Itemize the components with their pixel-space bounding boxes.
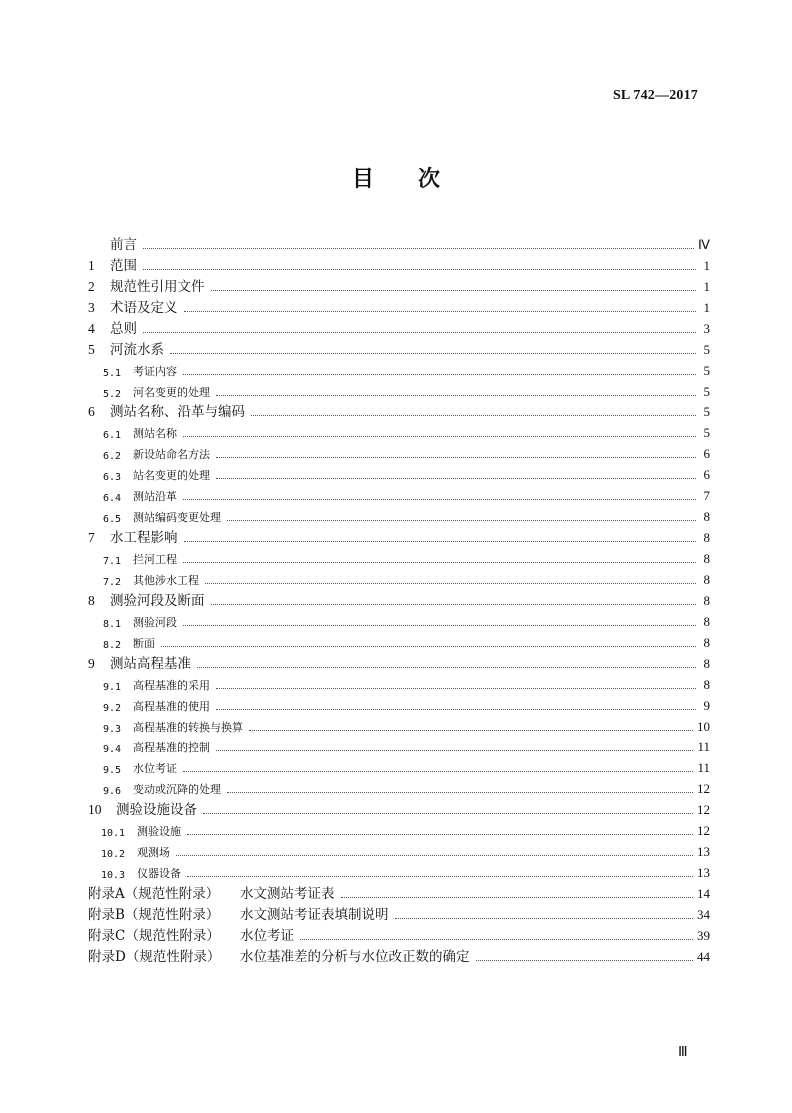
appendix-title: 水位基准差的分析与水位改正数的确定 [240, 948, 470, 965]
toc-entry-number: 6.1 [103, 430, 122, 442]
toc-entry-number: 6.5 [103, 514, 122, 526]
toc-entry[interactable] [88, 295, 710, 316]
toc-dot-leader [183, 765, 693, 772]
toc-dot-leader [187, 870, 693, 877]
toc-entry-page: 10 [697, 718, 710, 734]
toc-entry-title: 高程基准的转换与换算 [133, 720, 243, 734]
toc-appendix-entry[interactable] [88, 944, 710, 965]
toc-subentry[interactable] [88, 672, 710, 693]
toc-entry-title: 测验河段 [133, 615, 177, 629]
toc-entry-title: 高程基准的控制 [133, 741, 210, 755]
toc-entry-title: 考证内容 [133, 364, 177, 378]
toc-entry-title: 测站沿革 [133, 490, 177, 504]
toc-entry-page: 5 [703, 341, 710, 357]
appendix-label: 附录A（规范性附录） [88, 886, 220, 902]
toc-dot-leader [187, 828, 693, 835]
appendix-label: 附录B（规范性附录） [88, 906, 220, 923]
toc-entry-page: 1 [703, 257, 710, 273]
toc-dot-leader [395, 912, 694, 919]
page-number: Ⅲ [678, 1045, 688, 1060]
toc-entry-title: 河流水系 [110, 341, 164, 358]
toc-entry-page: 1 [703, 299, 710, 315]
toc-entry[interactable] [88, 588, 710, 609]
toc-subentry[interactable] [88, 630, 710, 651]
appendix-title: 水位考证 [240, 927, 294, 944]
toc-subentry[interactable] [88, 693, 710, 714]
toc-entry-number: 9 [88, 655, 95, 671]
page-title-left: 目 [351, 167, 374, 192]
toc-entry[interactable] [88, 400, 710, 421]
toc-subentry[interactable] [88, 546, 710, 567]
toc-entry-page: 8 [703, 613, 710, 629]
toc-dot-leader [211, 598, 697, 605]
toc-appendix-entry[interactable] [88, 881, 710, 902]
toc-entry-number: 8.1 [103, 618, 122, 630]
toc-entry-number: 1 [88, 257, 95, 273]
toc-subentry[interactable] [88, 755, 710, 776]
toc-dot-leader [476, 954, 694, 961]
toc-entry-title: 测验设施设备 [116, 802, 197, 819]
toc-entry-title: 测站高程基准 [110, 655, 191, 672]
toc-entry-title: 术语及定义 [110, 299, 178, 316]
toc-dot-leader [203, 807, 693, 814]
toc-entry-page: 8 [703, 634, 710, 650]
toc-entry-number: 7.1 [103, 556, 122, 567]
toc-dot-leader [170, 347, 696, 354]
toc-entry-title: 站名变更的处理 [133, 469, 210, 483]
toc-appendix-entry[interactable] [88, 923, 710, 944]
toc-dot-leader [216, 703, 696, 710]
toc-entry-number: 5.2 [103, 388, 122, 400]
toc-entry-number: 9.3 [103, 723, 122, 735]
toc-entry-number: 9.6 [103, 786, 122, 798]
toc-entry-title: 测验河段及断面 [110, 592, 205, 609]
toc-dot-leader [205, 577, 696, 584]
toc-entry-page: 12 [697, 802, 710, 818]
toc-dot-leader [216, 389, 696, 396]
toc-entry-page: 5 [703, 425, 710, 441]
appendix-page: 34 [697, 906, 710, 922]
toc-dot-leader [227, 514, 696, 521]
toc-entry-page: 13 [697, 865, 710, 881]
toc-subentry[interactable] [88, 462, 710, 483]
toc-entry-number: 10.3 [101, 870, 126, 882]
appendix-label: 附录C（规范性附录） [88, 927, 220, 944]
toc-entry-title: 断面 [133, 636, 155, 650]
toc-dot-leader [216, 451, 696, 458]
toc-dot-leader [300, 933, 693, 940]
toc-subentry[interactable] [88, 483, 710, 504]
toc-entry[interactable] [88, 232, 710, 253]
toc-entry-number: 8.2 [103, 639, 122, 651]
toc-dot-leader [183, 619, 696, 626]
table-of-contents [88, 232, 710, 965]
toc-entry-number: 6.4 [103, 493, 122, 505]
toc-entry-title: 拦河工程 [133, 553, 177, 566]
toc-entry-page: 11 [697, 739, 710, 755]
toc-entry-title: 观测场 [137, 846, 170, 860]
page-title [0, 162, 792, 193]
appendix-page: 44 [697, 948, 710, 964]
toc-dot-leader [176, 849, 693, 856]
toc-entry-page: 8 [703, 530, 710, 546]
standard-code: SL 742—2017 [612, 88, 698, 103]
toc-entry[interactable] [88, 797, 710, 818]
toc-dot-leader [183, 368, 696, 375]
toc-entry-page: 8 [703, 592, 710, 608]
toc-dot-leader [249, 724, 693, 731]
toc-entry[interactable] [88, 316, 710, 337]
toc-entry-number: 9.2 [103, 702, 122, 714]
toc-entry[interactable] [88, 651, 710, 672]
toc-entry-number: 3 [88, 299, 95, 315]
toc-entry-number: 9.4 [103, 744, 122, 756]
toc-dot-leader [216, 472, 696, 479]
toc-entry-title: 范围 [110, 257, 137, 274]
toc-entry-title: 测站编码变更处理 [133, 511, 221, 525]
toc-entry-number: 6 [88, 404, 95, 420]
toc-dot-leader [197, 661, 696, 668]
toc-dot-leader [183, 493, 696, 500]
toc-entry-page: 1 [703, 278, 710, 294]
toc-dot-leader [143, 263, 696, 270]
toc-entry-title: 水工程影响 [110, 530, 178, 547]
toc-entry-number: 5 [88, 341, 95, 357]
toc-entry-page: 8 [703, 655, 710, 671]
toc-dot-leader [143, 242, 694, 249]
toc-entry-title: 河名变更的处理 [133, 385, 210, 399]
toc-entry-title: 高程基准的使用 [133, 699, 210, 713]
toc-dot-leader [184, 305, 697, 312]
toc-entry-title: 高程基准的采用 [133, 678, 210, 692]
toc-entry-page: 6 [703, 467, 710, 483]
toc-entry-page: 5 [703, 383, 710, 399]
toc-dot-leader [143, 326, 696, 333]
toc-entry-page: 6 [703, 446, 710, 462]
toc-dot-leader [183, 556, 696, 563]
appendix-label: 附录D（规范性附录） [88, 948, 221, 965]
toc-entry-page: 12 [697, 823, 710, 839]
toc-entry-number: 5.1 [103, 367, 122, 379]
toc-entry-title: 仪器设备 [137, 867, 181, 881]
toc-entry-title: 变动或沉降的处理 [133, 783, 221, 797]
toc-entry-number: 7 [88, 530, 95, 546]
toc-entry-page: 5 [703, 362, 710, 378]
toc-subentry[interactable] [88, 567, 710, 588]
toc-entry[interactable] [88, 253, 710, 274]
toc-entry-page: 13 [697, 844, 710, 860]
toc-entry-number: 10.1 [101, 828, 126, 840]
toc-dot-leader [211, 284, 697, 291]
toc-dot-leader [184, 535, 697, 542]
toc-dot-leader [183, 430, 696, 437]
toc-subentry[interactable] [88, 420, 710, 441]
toc-appendix-entry[interactable] [88, 902, 710, 923]
toc-entry-page: 9 [703, 697, 710, 713]
toc-entry-number: 6.3 [103, 472, 122, 484]
toc-entry-title: 测验设施 [137, 825, 181, 839]
toc-subentry[interactable] [88, 860, 710, 881]
toc-subentry[interactable] [88, 776, 710, 797]
toc-dot-leader [216, 682, 696, 689]
toc-entry-number: 9.1 [103, 681, 122, 693]
toc-dot-leader [161, 640, 696, 647]
toc-entry-title: 测站名称 [133, 427, 177, 441]
toc-entry-page: 8 [703, 551, 710, 566]
toc-entry-page: 8 [703, 676, 710, 692]
toc-entry-page: 11 [697, 760, 710, 776]
toc-dot-leader [341, 891, 694, 898]
appendix-title: 水文测站考证表填制说明 [240, 906, 389, 923]
toc-dot-leader [216, 744, 693, 751]
toc-entry-number: 4 [88, 320, 95, 336]
appendix-title: 水文测站考证表 [240, 886, 335, 902]
toc-entry-title: 前言 [110, 236, 137, 253]
toc-entry-page: 12 [697, 781, 710, 797]
toc-subentry[interactable] [88, 358, 710, 379]
toc-entry-number: 10 [88, 802, 102, 818]
page-title-right: 次 [418, 167, 441, 192]
toc-entry-title: 新设站命名方法 [133, 448, 210, 462]
toc-entry-number: 7.2 [103, 576, 122, 588]
toc-subentry[interactable] [88, 818, 710, 839]
toc-dot-leader [227, 786, 693, 793]
toc-entry-title: 规范性引用文件 [110, 278, 205, 295]
toc-entry[interactable] [88, 337, 710, 358]
appendix-page: 14 [697, 886, 710, 901]
appendix-page: 39 [697, 927, 710, 943]
toc-entry-page: 3 [703, 320, 710, 336]
toc-subentry[interactable] [88, 609, 710, 630]
toc-entry-title: 总则 [110, 320, 137, 337]
toc-entry-number: 10.2 [101, 849, 126, 861]
toc-entry-number: 8 [88, 592, 95, 608]
toc-dot-leader [251, 409, 696, 416]
toc-entry-page: 8 [703, 509, 710, 525]
toc-entry-number: 2 [88, 278, 95, 294]
toc-subentry[interactable] [88, 735, 710, 756]
toc-entry-title: 其他涉水工程 [133, 573, 199, 587]
toc-entry-title: 水位考证 [133, 762, 177, 776]
toc-subentry[interactable] [88, 441, 710, 462]
toc-subentry[interactable] [88, 379, 710, 400]
toc-entry-page: 7 [703, 488, 710, 504]
toc-entry[interactable] [88, 274, 710, 295]
toc-subentry[interactable] [88, 714, 710, 735]
toc-entry[interactable] [88, 525, 710, 546]
toc-entry-number: 9.5 [103, 765, 122, 777]
toc-subentry[interactable] [88, 504, 710, 525]
toc-entry-number: 6.2 [103, 451, 122, 463]
toc-subentry[interactable] [88, 839, 710, 860]
toc-entry-page: Ⅳ [698, 236, 710, 252]
toc-entry-title: 测站名称、沿革与编码 [110, 404, 245, 421]
toc-entry-page: 5 [703, 404, 710, 420]
toc-entry-page: 8 [703, 571, 710, 587]
